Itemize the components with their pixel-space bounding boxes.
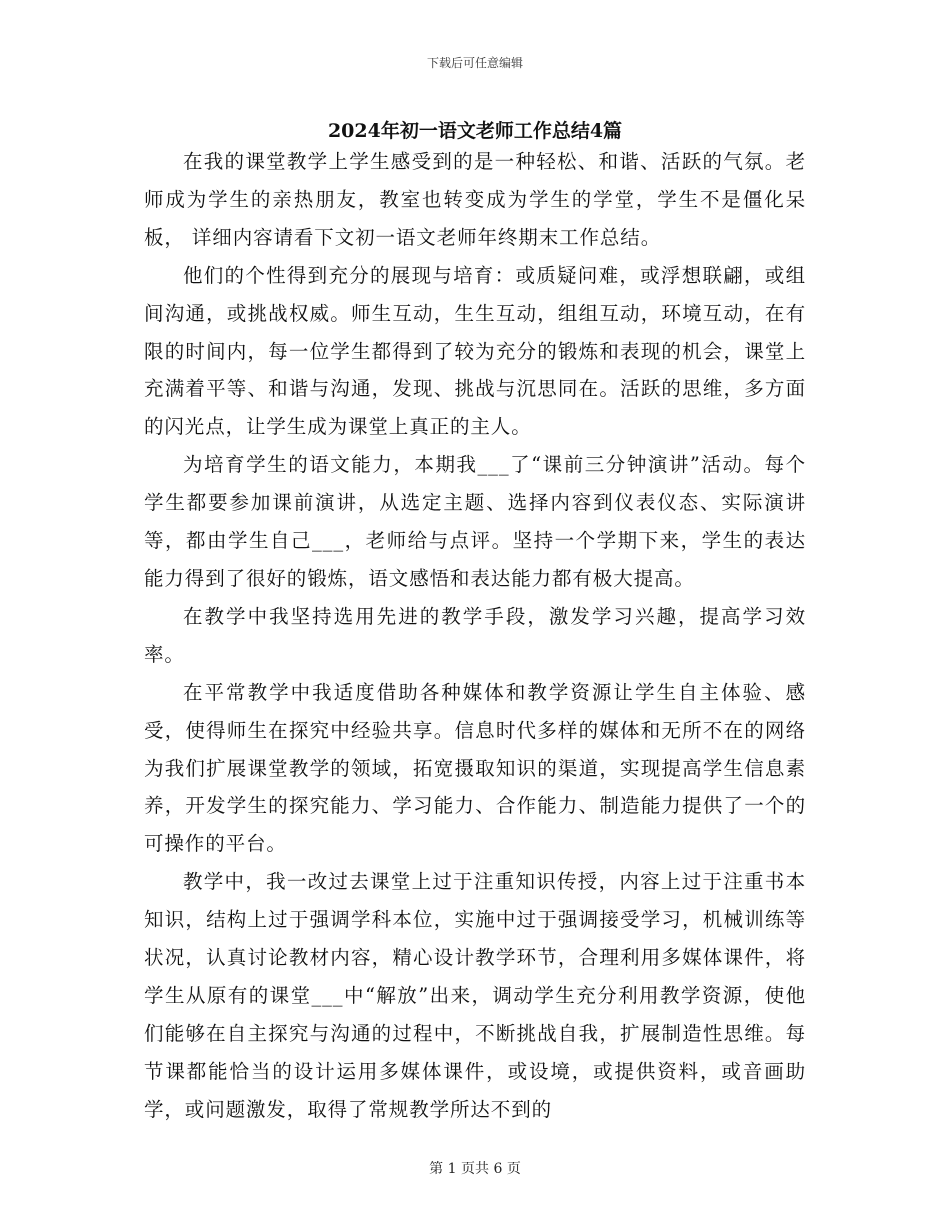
page-current: 1 — [447, 1161, 457, 1177]
paragraph-1: 在我的课堂教学上学生感受到的是一种轻松、和谐、活跃的气氛。老师成为学生的亲热朋友，教室也转变成为学生的学堂，学生不是僵化呆板， 详细内容请看下文初一语文老师年终期末工作总结。 — [144, 150, 806, 249]
page-total: 6 — [493, 1161, 503, 1177]
page-middle: 页共 — [461, 1161, 489, 1177]
document-body — [144, 143, 806, 1129]
page-prefix: 第 — [429, 1161, 444, 1177]
document-title: 2024年初一语文老师工作总结4篇 — [327, 120, 623, 142]
paragraph-3: 为培育学生的语文能力，本期我___了“课前三分钟演讲”活动。每个学生都要参加课前演讲，从选定主题、选择内容到仪表仪态、实际演讲等，都由学生自己___，老师给与点评。坚持一个学期下来，学生的表达能力得到了很好的锻炼，语文感悟和表达能力都有极大提高。 — [144, 453, 806, 590]
page-suffix: 页 — [506, 1161, 521, 1177]
paragraph-5: 在平常教学中我适度借助各种媒体和教学资源让学生自主体验、感受，使得师生在探究中经验共享。信息时代多样的媒体和无所不在的网络为我们扩展课堂教学的领域，拓宽摄取知识的渠道，实现提高学生信息素养，开发学生的探究能力、学习能力、合作能力、制造能力提供了一个的可操作的平台。 — [144, 680, 806, 856]
header-note: 下载后可任意编辑 — [426, 56, 523, 70]
paragraph-4: 在教学中我坚持选用先进的教学手段，激发学习兴趣，提高学习效率。 — [144, 604, 806, 666]
page-number — [0, 1158, 950, 1178]
paragraph-2: 他们的个性得到充分的展现与培育：或质疑问难，或浮想联翩，或组间沟通，或挑战权威。师生互动，生生互动，组组互动，环境互动，在有限的时间内，每一位学生都得到了较为充分的锻炼和表现的机会，课堂上充满着平等、和谐与沟通，发现、挑战与沉思同在。活跃的思维，多方面的闪光点，让学生成为课堂上真正的主人。 — [144, 263, 806, 439]
paragraph-6: 教学中，我一改过去课堂上过于注重知识传授，内容上过于注重书本知识，结构上过于强调学科本位，实施中过于强调接受学习，机械训练等状况，认真讨论教材内容，精心设计教学环节，合理利用多媒体课件，将学生从原有的课堂___中“解放”出来，调动学生充分利用教学资源，使他们能够在自主探究与沟通的过程中，不断挑战自我，扩展制造性思维。每节课都能恰当的设计运用多媒体课件，或设境，或提供资料，或音画助学，或问题激发，取得了常规教学所达不到的 — [144, 870, 806, 1121]
